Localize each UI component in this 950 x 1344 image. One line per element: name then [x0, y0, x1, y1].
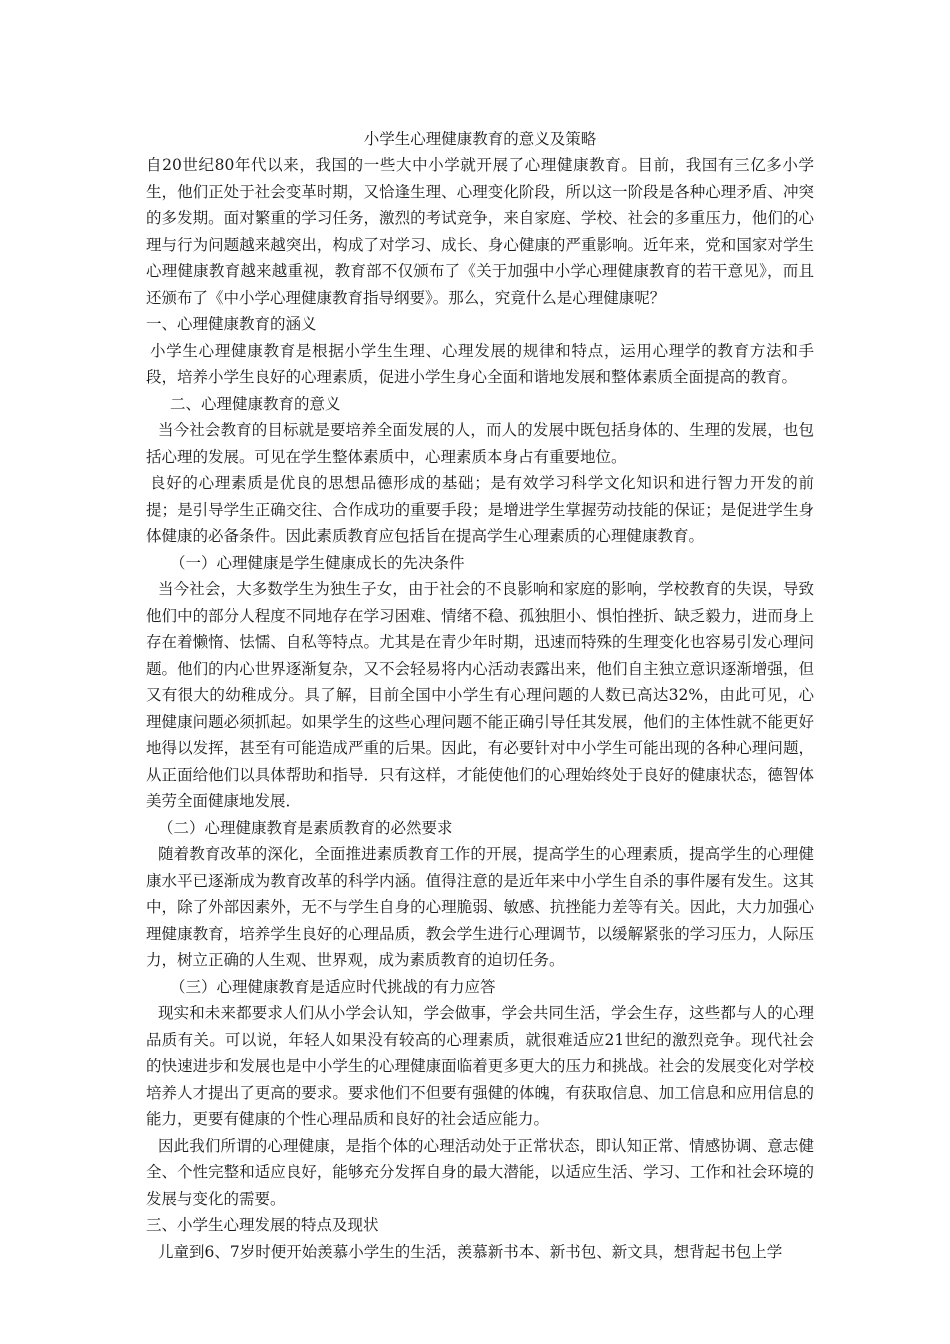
- section-2-paragraph-b: 良好的心理素质是优良的思想品德形成的基础；是有效学习科学文化知识和进行智力开发的前提；是引导学生正确交往、合作成功的重要手段；是增进学生掌握劳动技能的保证；是促进学生身体健康的必备条件。因此素质教育应包括旨在提高学生心理素质的心理健康教育。: [146, 474, 814, 545]
- document-page: [146, 126, 814, 1265]
- section-3-paragraph: 儿童到6、7岁时便开始羡慕小学生的生活，羡慕新书本、新书包、新文具，想背起书包上学: [158, 1242, 783, 1261]
- subsection-2-3-paragraph-a: 现实和未来都要求人们从小学会认知，学会做事，学会共同生活，学会生存，这些都与人的心理品质有关。可以说，年轻人如果没有较高的心理素质，就很难适应21世纪的激烈竞争。现代社会的快速进步和发展也是中小学生的心理健康面临着更多更大的压力和挑战。社会的发展变化对学校培养人才提出了更高的要求。要求他们不但要有强健的体魄，有获取信息、加工信息和应用信息的能力，更要有健康的个性心理品质和良好的社会适应能力。: [146, 1004, 814, 1128]
- section-heading-1: 一、心理健康教育的涵义: [146, 315, 317, 333]
- section-heading-2: 二、心理健康教育的意义: [170, 394, 341, 413]
- subsection-heading-2-3: （三）心理健康教育是适应时代挑战的有力应答: [170, 977, 496, 996]
- subsection-2-2-paragraph: 随着教育改革的深化，全面推进素质教育工作的开展，提高学生的心理素质，提高学生的心理健康水平已逐渐成为教育改革的科学内涵。值得注意的是近年来中小学生自杀的事件屡有发生。这其中，除了外部因素外，无不与学生自身的心理脆弱、敏感、抗挫能力差等有关。因此，大力加强心理健康教育，培养学生良好的心理品质，教会学生进行心理调节，以缓解紧张的学习压力，人际压力，树立正确的人生观、世界观，成为素质教育的迫切任务。: [146, 845, 814, 969]
- subsection-heading-2-2: （二）心理健康教育是素质教育的必然要求: [158, 818, 453, 837]
- intro-paragraph: 自20世纪80年代以来，我国的一些大中小学就开展了心理健康教育。目前，我国有三亿多小学生，他们正处于社会变革时期，又恰逢生理、心理变化阶段，所以这一阶段是各种心理矛盾、冲突的多发期。面对繁重的学习任务，激烈的考试竞争，来自家庭、学校、社会的多重压力，他们的心理与行为问题越来越突出，构成了对学习、成长、身心健康的严重影响。近年来，党和国家对学生心理健康教育越来越重视，教育部不仅颁布了《关于加强中小学心理健康教育的若干意见》，而且还颁布了《中小学心理健康教育指导纲要》。那么，究竟什么是心理健康呢？: [146, 156, 814, 307]
- section-2-paragraph-a: 当今社会教育的目标就是要培养全面发展的人，而人的发展中既包括身体的、生理的发展，也包括心理的发展。可见在学生整体素质中，心理素质本身占有重要地位。: [146, 421, 814, 466]
- subsection-heading-2-1: （一）心理健康是学生健康成长的先决条件: [170, 553, 465, 572]
- document-title: 小学生心理健康教育的意义及策略: [363, 130, 597, 148]
- subsection-2-3-paragraph-b: 因此我们所谓的心理健康，是指个体的心理活动处于正常状态，即认知正常、情感协调、意志健全、个性完整和适应良好，能够充分发挥自身的最大潜能，以适应生活、学习、工作和社会环境的发展与变化的需要。: [146, 1136, 814, 1208]
- subsection-2-1-paragraph: 当今社会，大多数学生为独生子女，由于社会的不良影响和家庭的影响，学校教育的失误，导致他们中的部分人程度不同地存在学习困难、情绪不稳、孤独胆小、惧怕挫折、缺乏毅力，进而身上存在着懒惰、怯懦、自私等特点。尤其是在青少年时期，迅速而特殊的生理变化也容易引发心理问题。他们的内心世界逐渐复杂，又不会轻易将内心活动表露出来，他们自主独立意识逐渐增强，但又有很大的幼稚成分。具了解，目前全国中小学生有心理问题的人数已高达32%，由此可见，心理健康问题必须抓起。如果学生的这些心理问题不能正确引导任其发展，他们的主体性就不能更好地得以发挥，甚至有可能造成严重的后果。因此，有必要针对中小学生可能出现的各种心理问题，从正面给他们以具体帮助和指导．只有这样，才能使他们的心理始终处于良好的健康状态，德智体美劳全面健康地发展．: [146, 580, 814, 810]
- section-heading-3: 三、小学生心理发展的特点及现状: [146, 1216, 379, 1234]
- section-1-paragraph: 小学生心理健康教育是根据小学生生理、心理发展的规律和特点，运用心理学的教育方法和手段，培养小学生良好的心理素质，促进小学生身心全面和谐地发展和整体素质全面提高的教育。: [146, 341, 814, 386]
